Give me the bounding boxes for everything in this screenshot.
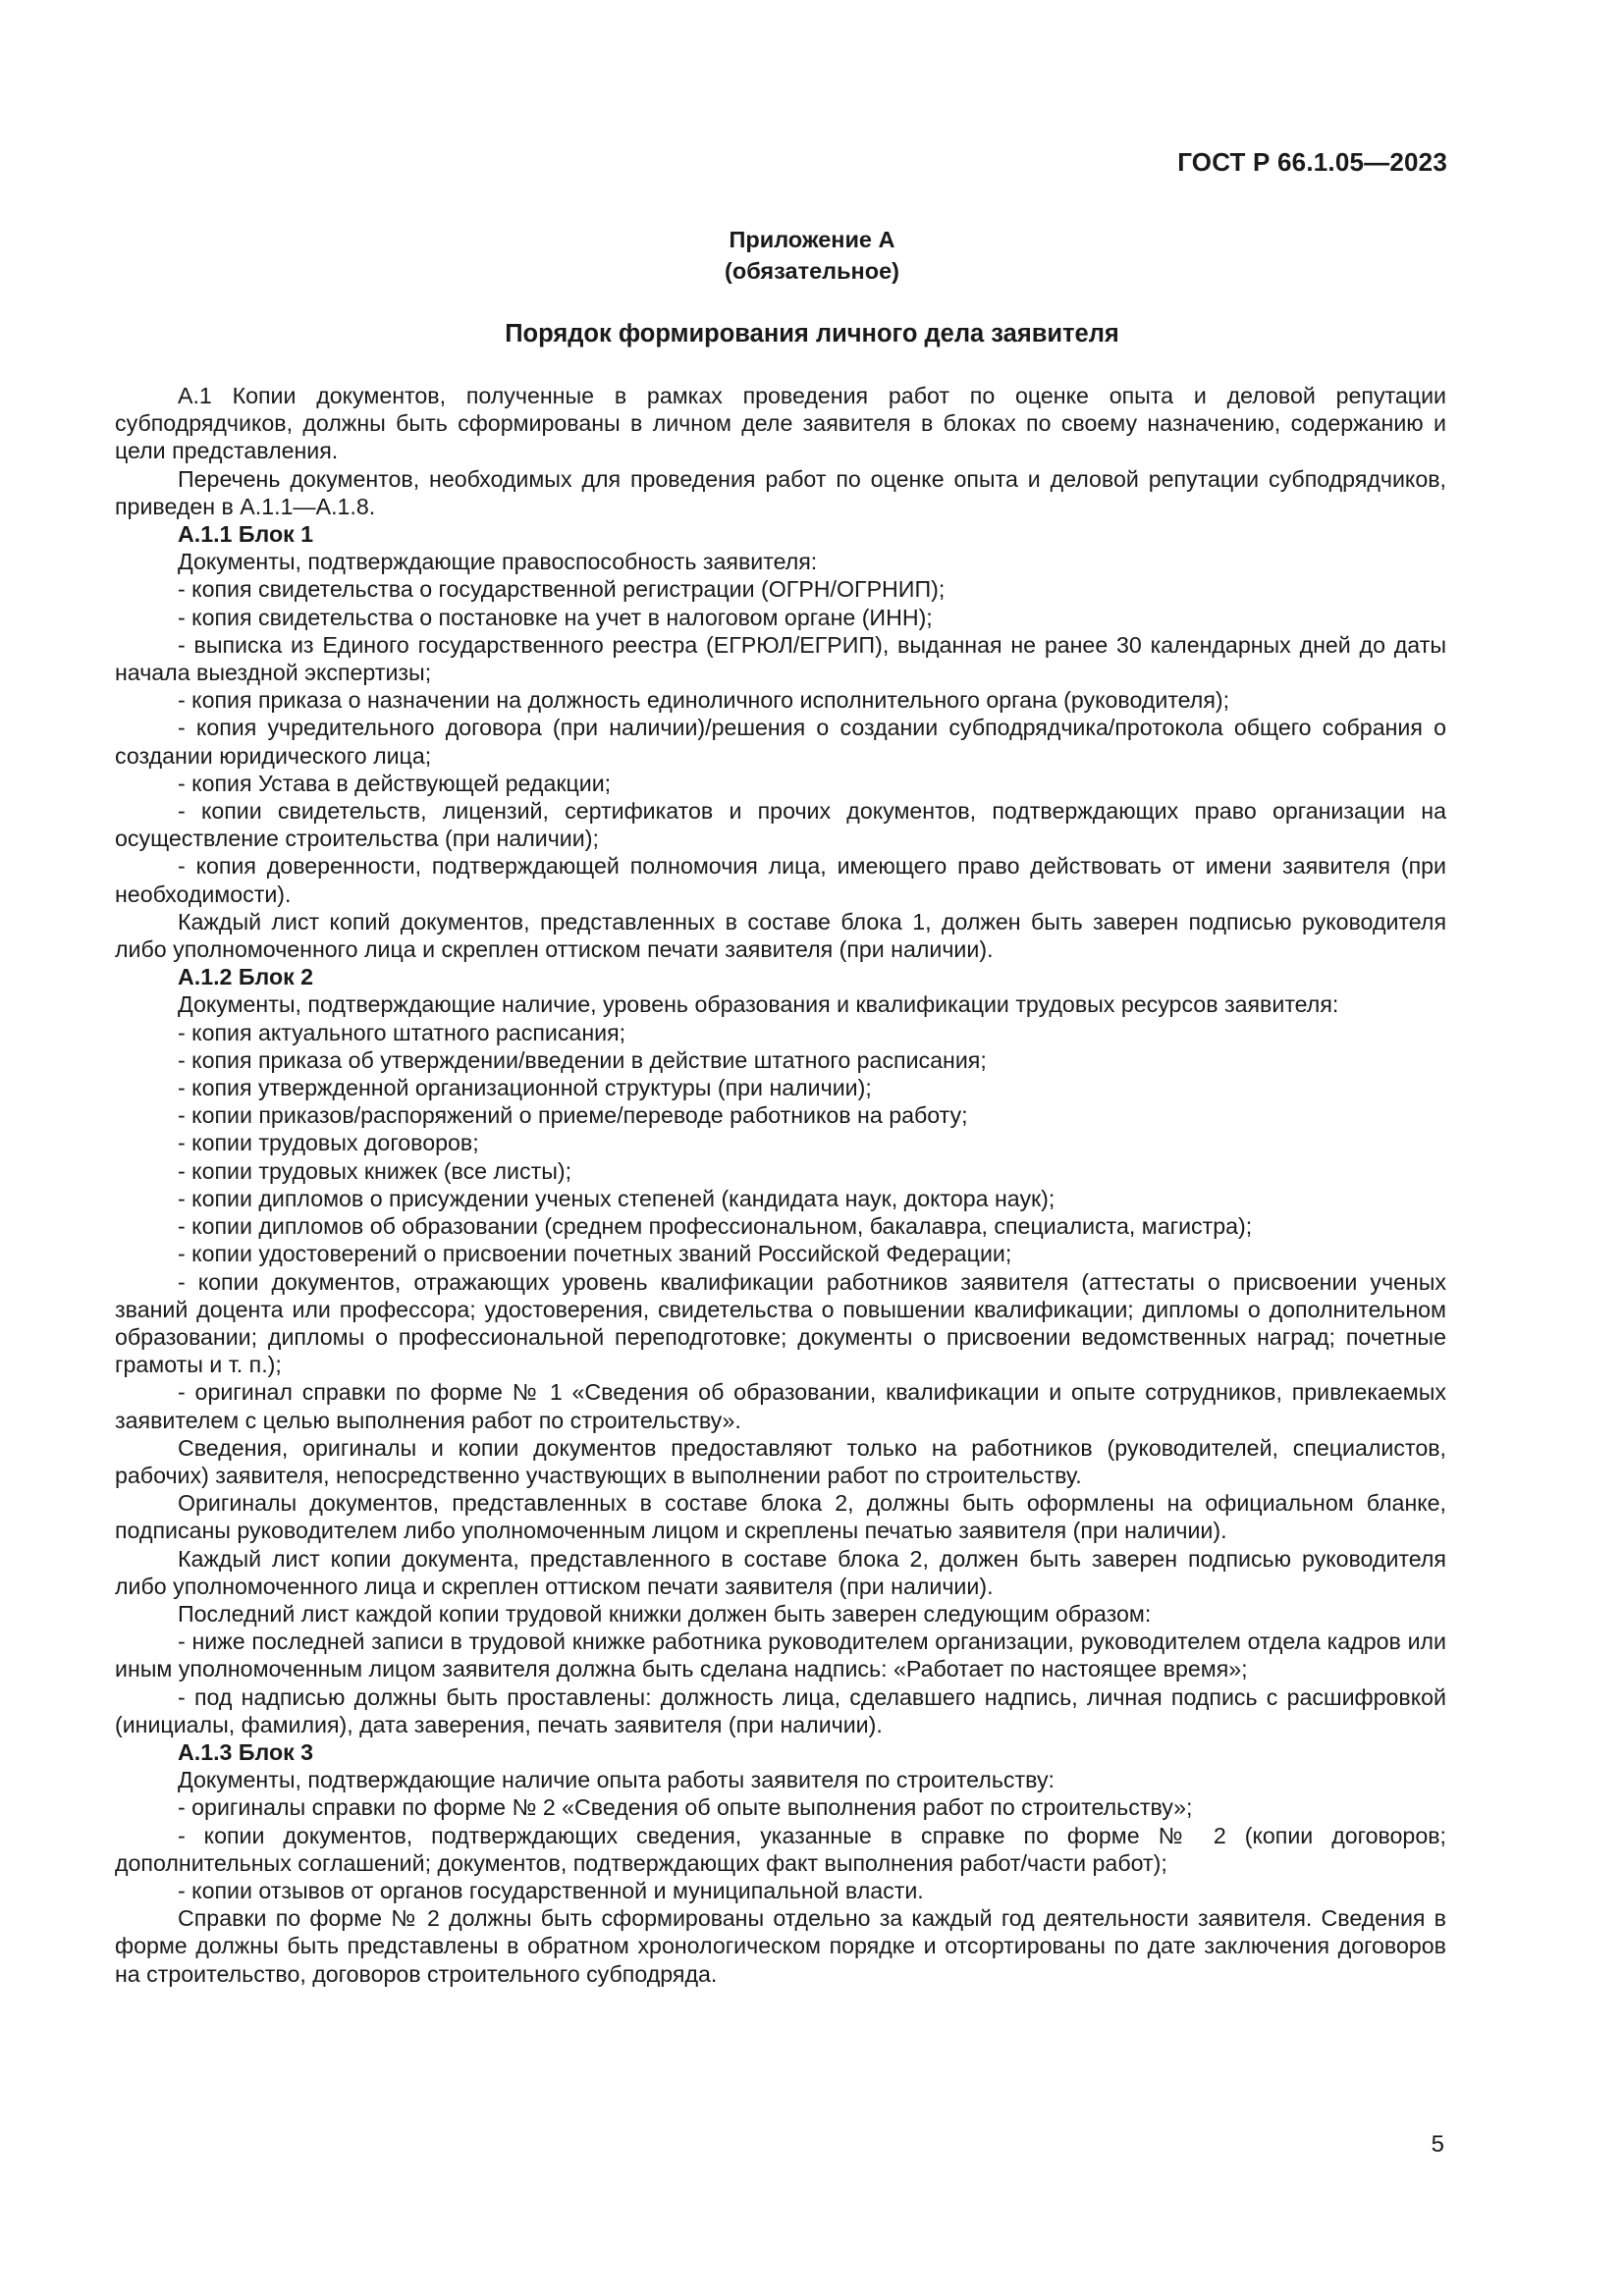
paragraph: - копии документов, подтверждающих сведения, указанные в справке по форме № 2 (копии договоров; дополнительных соглашений; документов, подтверждающих факт выполнения работ/части работ);: [115, 1822, 1446, 1876]
appendix-heading: [0, 224, 1624, 287]
paragraph: Последний лист каждой копии трудовой книжки должен быть заверен следующим образом:: [178, 1600, 1152, 1627]
subsection-heading: А.1.3 Блок 3: [178, 1738, 314, 1765]
paragraph: - копия учредительного договора (при наличии)/решения о создании субподрядчика/протокола общего собрания о создании юридического лица;: [115, 715, 1446, 769]
paragraph: - оригиналы справки по форме № 2 «Сведения об опыте выполнения работ по строительству»;: [178, 1794, 1193, 1821]
subsection-heading: А.1.1 Блок 1: [178, 521, 314, 548]
paragraph: - копии свидетельств, лицензий, сертификатов и прочих документов, подтверждающих право организации на осуществление строительства (при наличии);: [115, 798, 1446, 852]
paragraph: - ниже последней записи в трудовой книжке работника руководителем организации, руководителем отдела кадров или иным уполномоченным лицом заявителя должна быть сделана надпись: «Работает по настоящее время»;: [115, 1629, 1446, 1682]
paragraph: - копия приказа о назначении на должность единоличного исполнительного органа (руководителя);: [178, 687, 1230, 714]
paragraph: - копии удостоверений о присвоении почетных званий Российской Федерации;: [178, 1241, 1012, 1267]
paragraph: - копии дипломов об образовании (среднем профессиональном, бакалавра, специалиста, магистра);: [178, 1213, 1253, 1240]
paragraph: - копии трудовых книжек (все листы);: [178, 1157, 572, 1184]
paragraph: А.1 Копии документов, полученные в рамках проведения работ по оценке опыта и деловой репутации субподрядчиков, должны быть сформированы в личном деле заявителя в блоках по своему назначению, содержанию и цели представления.: [115, 383, 1446, 464]
paragraph: - выписка из Единого государственного реестра (ЕГРЮЛ/ЕГРИП), выданная не ранее 30 календарных дней до даты начала выездной экспертизы;: [115, 631, 1446, 686]
paragraph: Каждый лист копии документа, представленного в составе блока 2, должен быть заверен подписью руководителя либо уполномоченного лица и скреплен оттиском печати заявителя (при наличии).: [115, 1545, 1446, 1599]
paragraph: - копии трудовых договоров;: [178, 1130, 479, 1156]
paragraph: - копии приказов/распоряжений о приеме/переводе работников на работу;: [178, 1102, 968, 1129]
paragraph: - копии отзывов от органов государственной и муниципальной власти.: [178, 1877, 924, 1903]
subsection-heading: А.1.2 Блок 2: [178, 964, 314, 990]
paragraph: Перечень документов, необходимых для проведения работ по оценке опыта и деловой репутации субподрядчиков, приведен в А.1.1—А.1.8.: [115, 465, 1446, 519]
paragraph: Справки по форме № 2 должны быть сформированы отдельно за каждый год деятельности заявителя. Сведения в форме должны быть представлены в обратном хронологическом порядке и отсортированы по дате заключения договоров на строительство, договоров строительного субподряда.: [115, 1905, 1446, 1987]
paragraph: - оригинал справки по форме № 1 «Сведения об образовании, квалификации и опыте сотрудников, привлекаемых заявителем с целью выполнения работ по строительству».: [115, 1379, 1446, 1433]
paragraph: Сведения, оригиналы и копии документов предоставляют только на работников (руководителей, специалистов, рабочих) заявителя, непосредственно участвующих в выполнении работ по строительству.: [115, 1434, 1446, 1488]
paragraph: - копия Устава в действующей редакции;: [178, 770, 612, 796]
document-body: [115, 382, 1446, 1988]
paragraph: Каждый лист копий документов, представленных в составе блока 1, должен быть заверен подписью руководителя либо уполномоченного лица и скреплен оттиском печати заявителя (при наличии).: [115, 908, 1446, 963]
paragraph: - копии дипломов о присуждении ученых степеней (кандидата наук, доктора наук);: [178, 1185, 1056, 1211]
paragraph: Документы, подтверждающие правоспособность заявителя:: [178, 549, 818, 575]
paragraph: Документы, подтверждающие наличие опыта работы заявителя по строительству:: [178, 1767, 1055, 1793]
paragraph: Документы, подтверждающие наличие, уровень образования и квалификации трудовых ресурсов заявителя:: [178, 991, 1339, 1018]
paragraph: - копии документов, отражающих уровень квалификации работников заявителя (аттестаты о присвоении ученых званий доцента или профессора; удостоверения, свидетельства о повышении квалификации; дипломы о дополнительном образовании; дипломы о профессиональной переподготовке; документы о присвоении ведомственных наград; почетные грамоты и т. п.);: [115, 1268, 1446, 1378]
paragraph: - копия свидетельства о государственной регистрации (ОГРН/ОГРНИП);: [178, 576, 946, 603]
document-code: ГОСТ Р 66.1.05—2023: [1177, 147, 1447, 177]
section-title: Порядок формирования личного дела заявителя: [505, 320, 1119, 347]
paragraph: - копия актуального штатного расписания;: [178, 1019, 626, 1045]
appendix-title: Приложение А: [729, 227, 895, 252]
paragraph: - копия свидетельства о постановке на учет в налоговом органе (ИНН);: [178, 604, 933, 630]
page-number: 5: [1431, 2131, 1444, 2158]
paragraph: - копия доверенности, подтверждающей полномочия лица, имеющего право действовать от имени заявителя (при необходимости).: [115, 853, 1446, 907]
appendix-status: (обязательное): [725, 258, 899, 284]
paragraph: - под надписью должны быть проставлены: должность лица, сделавшего надпись, личная подпись с расшифровкой (инициалы, фамилия), дата заверения, печать заявителя (при наличии).: [115, 1683, 1446, 1737]
paragraph: - копия приказа об утверждении/введении в действие штатного расписания;: [178, 1046, 987, 1073]
paragraph: Оригиналы документов, представленных в составе блока 2, должны быть оформлены на официальном бланке, подписаны руководителем либо уполномоченным лицом и скреплены печатью заявителя (при наличии).: [115, 1490, 1446, 1544]
paragraph: - копия утвержденной организационной структуры (при наличии);: [178, 1075, 872, 1101]
